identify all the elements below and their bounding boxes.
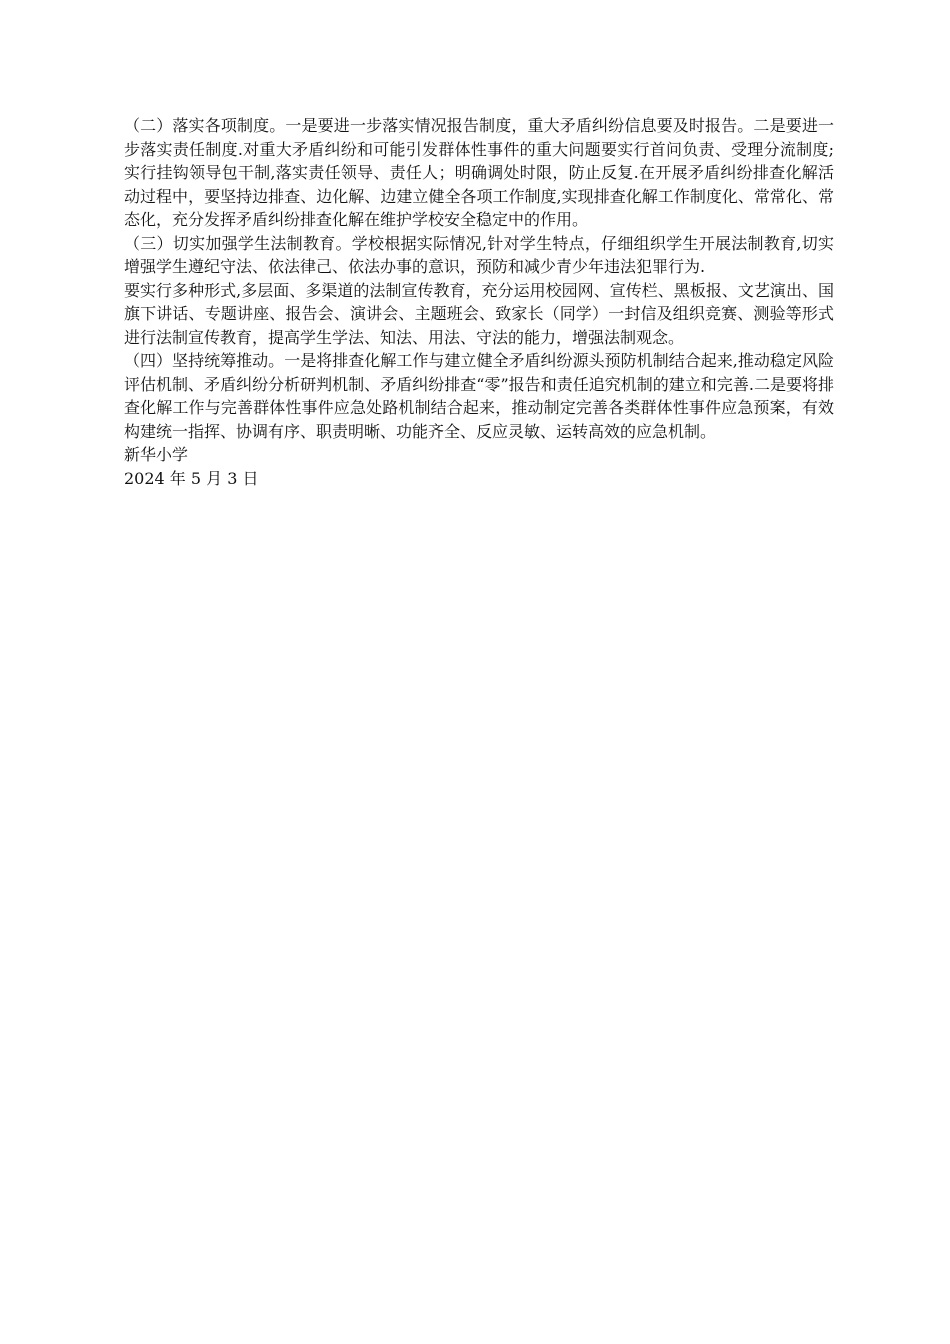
- document-body: [124, 114, 834, 490]
- paragraph-legal-education: （三）切实加强学生法制教育。学校根据实际情况,针对学生特点，仔细组织学生开展法制教育,切实增强学生遵纪守法、依法律己、依法办事的意识，预防和减少青少年违法犯罪行为.: [124, 233, 834, 276]
- signature-date: 2024 年 5 月 3 日: [124, 468, 259, 488]
- signature-school-name: 新华小学: [124, 445, 189, 464]
- paragraph-coordinated-push: （四）坚持统筹推动。一是将排查化解工作与建立健全矛盾纠纷源头预防机制结合起来,推动稳定风险评估机制、矛盾纠纷分析研判机制、矛盾纠纷排查“零”报告和责任追究机制的建立和完善.二是要将排查化解工作与完善群体性事件应急处路机制结合起来，推动制定完善各类群体性事件应急预案，有效构建统一指挥、协调有序、职责明晰、功能齐全、反应灵敏、运转高效的应急机制。: [124, 351, 834, 441]
- paragraph-legal-publicity: 要实行多种形式,多层面、多渠道的法制宣传教育，充分运用校园网、宣传栏、黑板报、文艺演出、国旗下讲话、专题讲座、报告会、演讲会、主题班会、致家长（同学）一封信及组织竞赛、测验等形式进行法制宣传教育，提高学生学法、知法、用法、守法的能力，增强法制观念。: [124, 280, 834, 347]
- paragraph-implement-systems: （二）落实各项制度。一是要进一步落实情况报告制度，重大矛盾纠纷信息要及时报告。二是要进一步落实责任制度.对重大矛盾纠纷和可能引发群体性事件的重大问题要实行首问负责、受理分流制度;实行挂钩领导包干制,落实责任领导、责任人；明确调处时限，防止反复.在开展矛盾纠纷排查化解活动过程中，要坚持边排查、边化解、边建立健全各项工作制度,实现排查化解工作制度化、常常化、常态化，充分发挥矛盾纠纷排查化解在维护学校安全稳定中的作用。: [124, 116, 834, 229]
